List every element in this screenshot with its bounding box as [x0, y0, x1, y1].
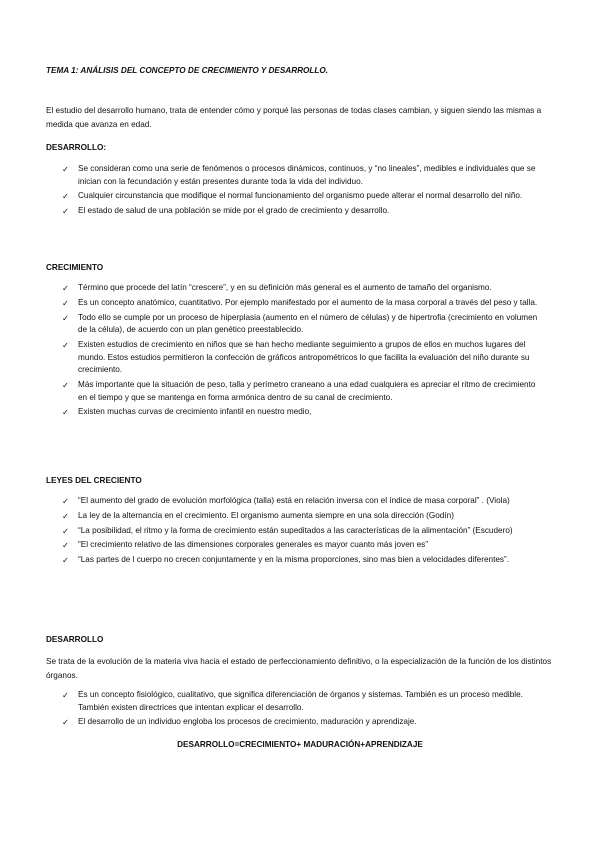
checkmark-icon: ✓	[62, 339, 70, 350]
checkmark-icon: ✓	[62, 510, 70, 521]
list-item: ✓ El desarrollo de un individuo engloba los procesos de crecimiento, maduración y aprendizaje.	[62, 717, 417, 728]
list-item: ✓ Existen estudios de crecimiento en niños que se han hecho mediante seguimiento a grupos de ellos en muchos lugares del mundo. Estos estudios permitieron la confección de gráficos antropométricos lo que facilita la evaluación del niño durante su crecimiento.	[62, 339, 530, 375]
list-item: ✓ “El aumento del grado de evolución morfológica (talla) está en relación inversa con el índice de masa corporal” . (Viola)	[62, 496, 510, 506]
checkmark-icon: ✓	[62, 690, 70, 700]
leyes-list	[62, 495, 540, 569]
list-item: ✓ “La posibilidad, el ritmo y la forma de crecimiento están supeditados a las características de la alimentación” (Escudero)	[62, 525, 513, 536]
checkmark-icon: ✓	[62, 164, 70, 174]
checkmark-icon: ✓	[62, 496, 70, 506]
checkmark-icon: ✓	[62, 407, 70, 418]
section-heading-desarrollo-2: DESARROLLO	[46, 635, 104, 644]
list-item: ✓ Cualquier circunstancia que modifique el normal funcionamiento del organismo puede alterar el normal desarrollo del niño.	[62, 191, 523, 202]
document-title: TEMA 1: ANÁLISIS DEL CONCEPTO DE CRECIMIENTO Y DESARROLLO.	[46, 66, 329, 75]
crecimiento-list	[62, 282, 540, 421]
list-item: ✓ Todo ello se cumple por un proceso de hiperplasia (aumento en el número de células) y de hipertrofia (crecimiento en volumen de la célula), de acuerdo con un plan genético preestablecido.	[62, 312, 538, 335]
list-item: ✓ Se consideran como una serie de fenómenos o procesos dinámicos, continuos, y “no lineales”, medibles e individuales que se inician con la fecundación y están presentes durante toda la vida del individuo.	[62, 164, 536, 186]
list-item: ✓ Existen muchas curvas de crecimiento infantil en nuestro medio,	[62, 407, 312, 418]
checkmark-icon: ✓	[62, 540, 70, 551]
checkmark-icon: ✓	[62, 312, 70, 323]
checkmark-icon: ✓	[62, 555, 70, 566]
list-item: ✓ Es un concepto anatómico, cuantitativo. Por ejemplo manifestado por el aumento de la masa corporal a través del peso y talla.	[62, 297, 538, 308]
list-item: ✓ ”El crecimiento relativo de las dimensiones corporales generales es mayor cuanto más joven es”	[62, 540, 428, 551]
checkmark-icon: ✓	[62, 191, 70, 202]
section-heading-leyes: LEYES DEL CRECIENTO	[46, 476, 142, 485]
summary-formula: DESARROLLO=CRECIMIENTO+ MADURACIÓN+APRENDIZAJE	[177, 740, 423, 749]
checkmark-icon: ✓	[62, 297, 70, 308]
desarrollo-2-list	[62, 689, 540, 731]
checkmark-icon: ✓	[62, 379, 70, 390]
list-item: ✓ El estado de salud de una población se mide por el grado de crecimiento y desarrollo.	[62, 206, 390, 217]
section-heading-desarrollo-1: DESARROLLO:	[46, 143, 107, 152]
checkmark-icon: ✓	[62, 525, 70, 536]
checkmark-icon: ✓	[62, 283, 70, 293]
intro-paragraph: El estudio del desarrollo humano, trata de entender cómo y porqué las personas de todas clases cambian, y siguen siendo las mismas a medida que avanza en edad.	[46, 106, 542, 129]
checkmark-icon: ✓	[62, 717, 70, 728]
section-heading-crecimiento: CRECIMIENTO	[46, 263, 104, 272]
desarrollo-1-list	[62, 163, 540, 220]
checkmark-icon: ✓	[62, 206, 70, 217]
list-item: ✓ Más importante que la situación de peso, talla y perímetro craneano a una edad cualquiera es apreciar el ritmo de crecimiento en el tiempo y que se mantenga en forma armónica dentro de su canal de crecimiento.	[62, 379, 536, 402]
list-item: ✓ “Las partes de l cuerpo no crecen conjuntamente y en la misma proporciones, sino mas bien a velocidades diferentes”.	[62, 555, 509, 566]
list-item: ✓ La ley de la alternancia en el crecimiento. El organismo aumenta siempre en una sola dirección (Godín)	[62, 510, 454, 521]
desarrollo-definition: Se trata de la evolución de la materia viva hacia el estado de perfeccionamiento definitivo, o la especialización de la función de los distintos órganos.	[46, 657, 552, 680]
list-item: ✓ Es un concepto fisiológico, cualitativo, que significa diferenciación de órganos y sistemas. También es un proceso medible. También existen directrices que intentan explicar el desarrollo.	[62, 690, 523, 712]
list-item: ✓ Término que procede del latín “crescere”, y en su definición más general es el aumento de tamaño del organismo.	[62, 283, 492, 293]
